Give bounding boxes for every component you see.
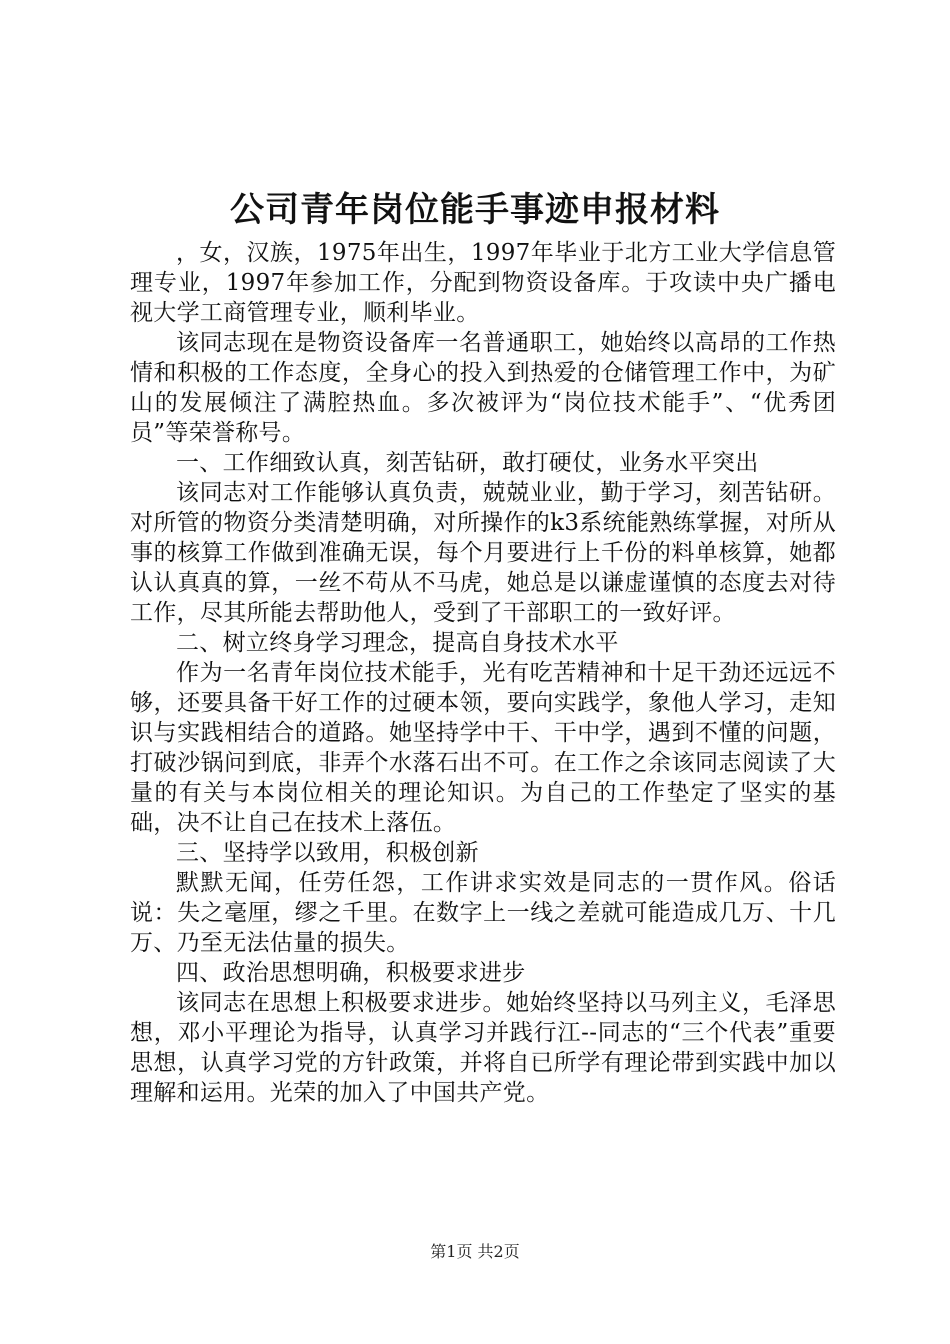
section-heading-3: 三、坚持学以致用，积极创新 <box>176 840 479 866</box>
paragraph-section-2: 作为一名青年岗位技术能手，光有吃苦精神和十足干劲还远远不够，还要具备干好工作的过硬本领，要向实践学，象他人学习，走知识与实践相结合的道路。她坚持学中干、干中学，遇到不懂的问题，打破沙锅问到底，非弄个水落石出不可。在工作之余该同志阅读了大量的有关与本岗位相关的理论知识。为自己的工作垫定了坚实的基础，决不让自己在技术上落伍。 <box>130 660 836 836</box>
paragraph-section-4: 该同志在思想上积极要求进步。她始终坚持以马列主义，毛泽思想，邓小平理论为指导，认真学习并践行江--同志的“三个代表”重要思想，认真学习党的方针政策，并将自已所学有理论带到实践中加以理解和运用。光荣的加入了中国共产党。 <box>130 990 836 1106</box>
page-footer: 第1页 共2页 <box>430 1242 520 1261</box>
paragraph-section-3: 默默无闻，任劳任怨，工作讲求实效是同志的一贯作风。俗话说：失之毫厘，缪之千里。在数字上一线之差就可能造成几万、十几万、乃至无法估量的损失。 <box>130 870 836 956</box>
section-heading-4: 四、政治思想明确，积极要求进步 <box>176 960 526 986</box>
paragraph-summary: 该同志现在是物资设备库一名普通职工，她始终以高昂的工作热情和积极的工作态度，全身心的投入到热爱的仓储管理工作中，为矿山的发展倾注了满腔热血。多次被评为“岗位技术能手”、“优秀团员”等荣誉称号。 <box>130 330 836 446</box>
section-heading-2: 二、树立终身学习理念，提高自身技术水平 <box>176 630 619 656</box>
section-heading-1: 一、工作细致认真，刻苦钻研，敢打硬仗，业务水平突出 <box>176 450 759 476</box>
paragraph-intro: ，女，汉族，1975年出生，1997年毕业于北方工业大学信息管理专业，1997年参加工作，分配到物资设备库。于攻读中央广播电视大学工商管理专业，顺利毕业。 <box>130 240 836 326</box>
paragraph-section-1: 该同志对工作能够认真负责，兢兢业业，勤于学习，刻苦钻研。对所管的物资分类清楚明确，对所操作的k3系统能熟练掌握，对所从事的核算工作做到准确无误，每个月要进行上千份的料单核算，她都认认真真的算，一丝不苟从不马虎，她总是以谦虚谨慎的态度去对待工作，尽其所能去帮助他人，受到了干部职工的一致好评。 <box>130 480 836 626</box>
document-title: 公司青年岗位能手事迹申报材料 <box>230 190 720 230</box>
document-body <box>130 238 836 1108</box>
